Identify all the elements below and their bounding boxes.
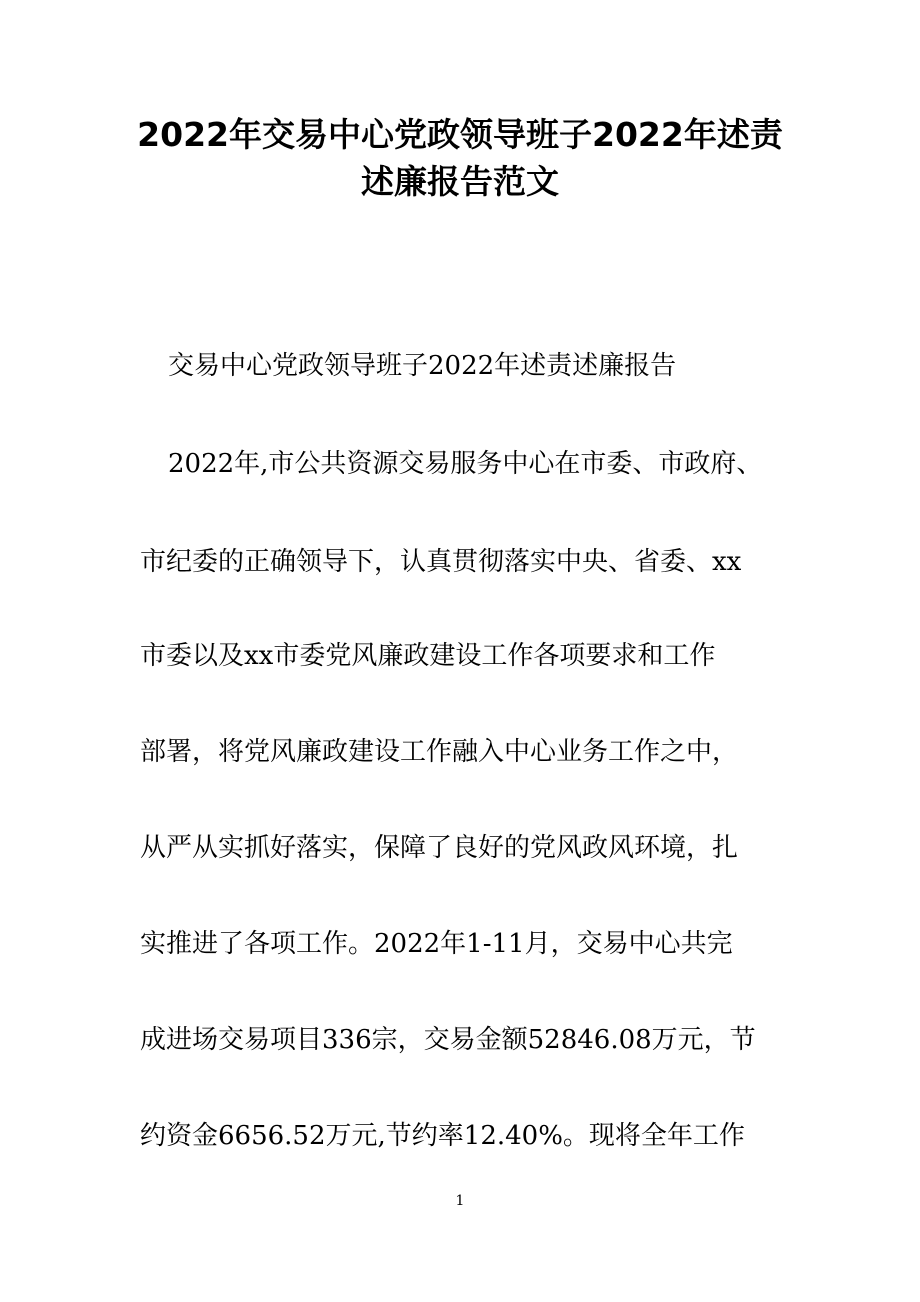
body-line-2: 市纪委的正确领导下，认真贯彻落实中央、省委、xx <box>140 547 742 577</box>
body-line-6: 实推进了各项工作。2022年1-11月，交易中心共完 <box>140 929 733 959</box>
body-line-5: 从严从实抓好落实，保障了良好的党风政风环境，扎 <box>140 833 739 863</box>
document-title-line-2: 述廉报告范文 <box>361 162 559 201</box>
body-line-4: 部署，将党风廉政建设工作融入中心业务工作之中， <box>140 737 739 767</box>
page-number: 1 <box>455 1193 465 1209</box>
report-heading: 交易中心党政领导班子2022年述责述廉报告 <box>168 351 677 381</box>
body-line-3: 市委以及xx市委党风廉政建设工作各项要求和工作 <box>140 641 716 671</box>
body-line-8: 约资金6656.52万元,节约率12.40%。现将全年工作 <box>140 1121 745 1151</box>
body-line-1: 2022年,市公共资源交易服务中心在市委、市政府、 <box>168 449 763 479</box>
body-line-7: 成进场交易项目336宗，交易金额52846.08万元，节 <box>140 1025 756 1055</box>
document-title-line-1: 2022年交易中心党政领导班子2022年述责 <box>137 115 783 154</box>
